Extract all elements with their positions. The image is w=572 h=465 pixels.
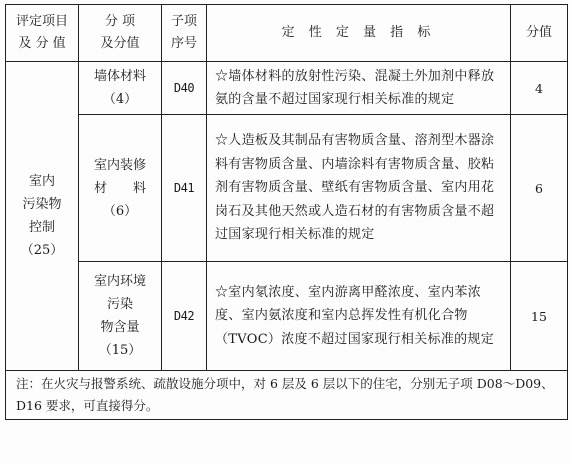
header-row xyxy=(6,5,568,62)
header-eval-item: 评定项目 及 分 值 xyxy=(6,5,79,62)
sub-item-cell: 墙体材料 （4） xyxy=(79,62,162,115)
header-criteria: 定 性 定 量 指 标 xyxy=(207,5,511,62)
header-sub-no: 子项 序号 xyxy=(162,5,207,62)
sub-item-cell: 室内装修 材 料 （6） xyxy=(79,115,162,262)
evaluation-table xyxy=(5,4,568,420)
sub-item-cell: 室内环境 污染 物含量 （15） xyxy=(79,262,162,371)
criteria-cell: ☆人造板及其制品有害物质含量、溶剂型木器涂料有害物质含量、内墙涂料有害物质含量、胶粘剂有害物质含量、壁纸有害物质含量、室内用花岗石及其他天然或人造石材的有害物质含量不超过国家现行相关标准的规定 xyxy=(207,115,511,262)
criteria-cell: ☆室内氡浓度、室内游离甲醛浓度、室内苯浓度、室内氨浓度和室内总挥发性有机化合物（TVOC）浓度不超过国家现行相关标准的规定 xyxy=(207,262,511,371)
note-row xyxy=(6,371,568,420)
sub-no-cell: D41 xyxy=(162,115,207,262)
table-row xyxy=(6,262,568,371)
sub-no-cell: D42 xyxy=(162,262,207,371)
table-row xyxy=(6,115,568,262)
table-note: 注：在火灾与报警系统、疏散设施分项中，对 6 层及 6 层以下的住宅，分别无子项 D08～D09、D16 要求，可直接得分。 xyxy=(6,371,568,420)
score-cell: 4 xyxy=(511,62,568,115)
score-cell: 15 xyxy=(511,262,568,371)
criteria-cell: ☆墙体材料的放射性污染、混凝土外加剂中释放氨的含量不超过国家现行相关标准的规定 xyxy=(207,62,511,115)
sub-no-cell: D40 xyxy=(162,62,207,115)
category-cell: 室内 污染物 控制 （25） xyxy=(6,62,79,371)
score-cell: 6 xyxy=(511,115,568,262)
header-sub-item: 分 项 及分值 xyxy=(79,5,162,62)
table-row xyxy=(6,62,568,115)
header-score: 分值 xyxy=(511,5,568,62)
